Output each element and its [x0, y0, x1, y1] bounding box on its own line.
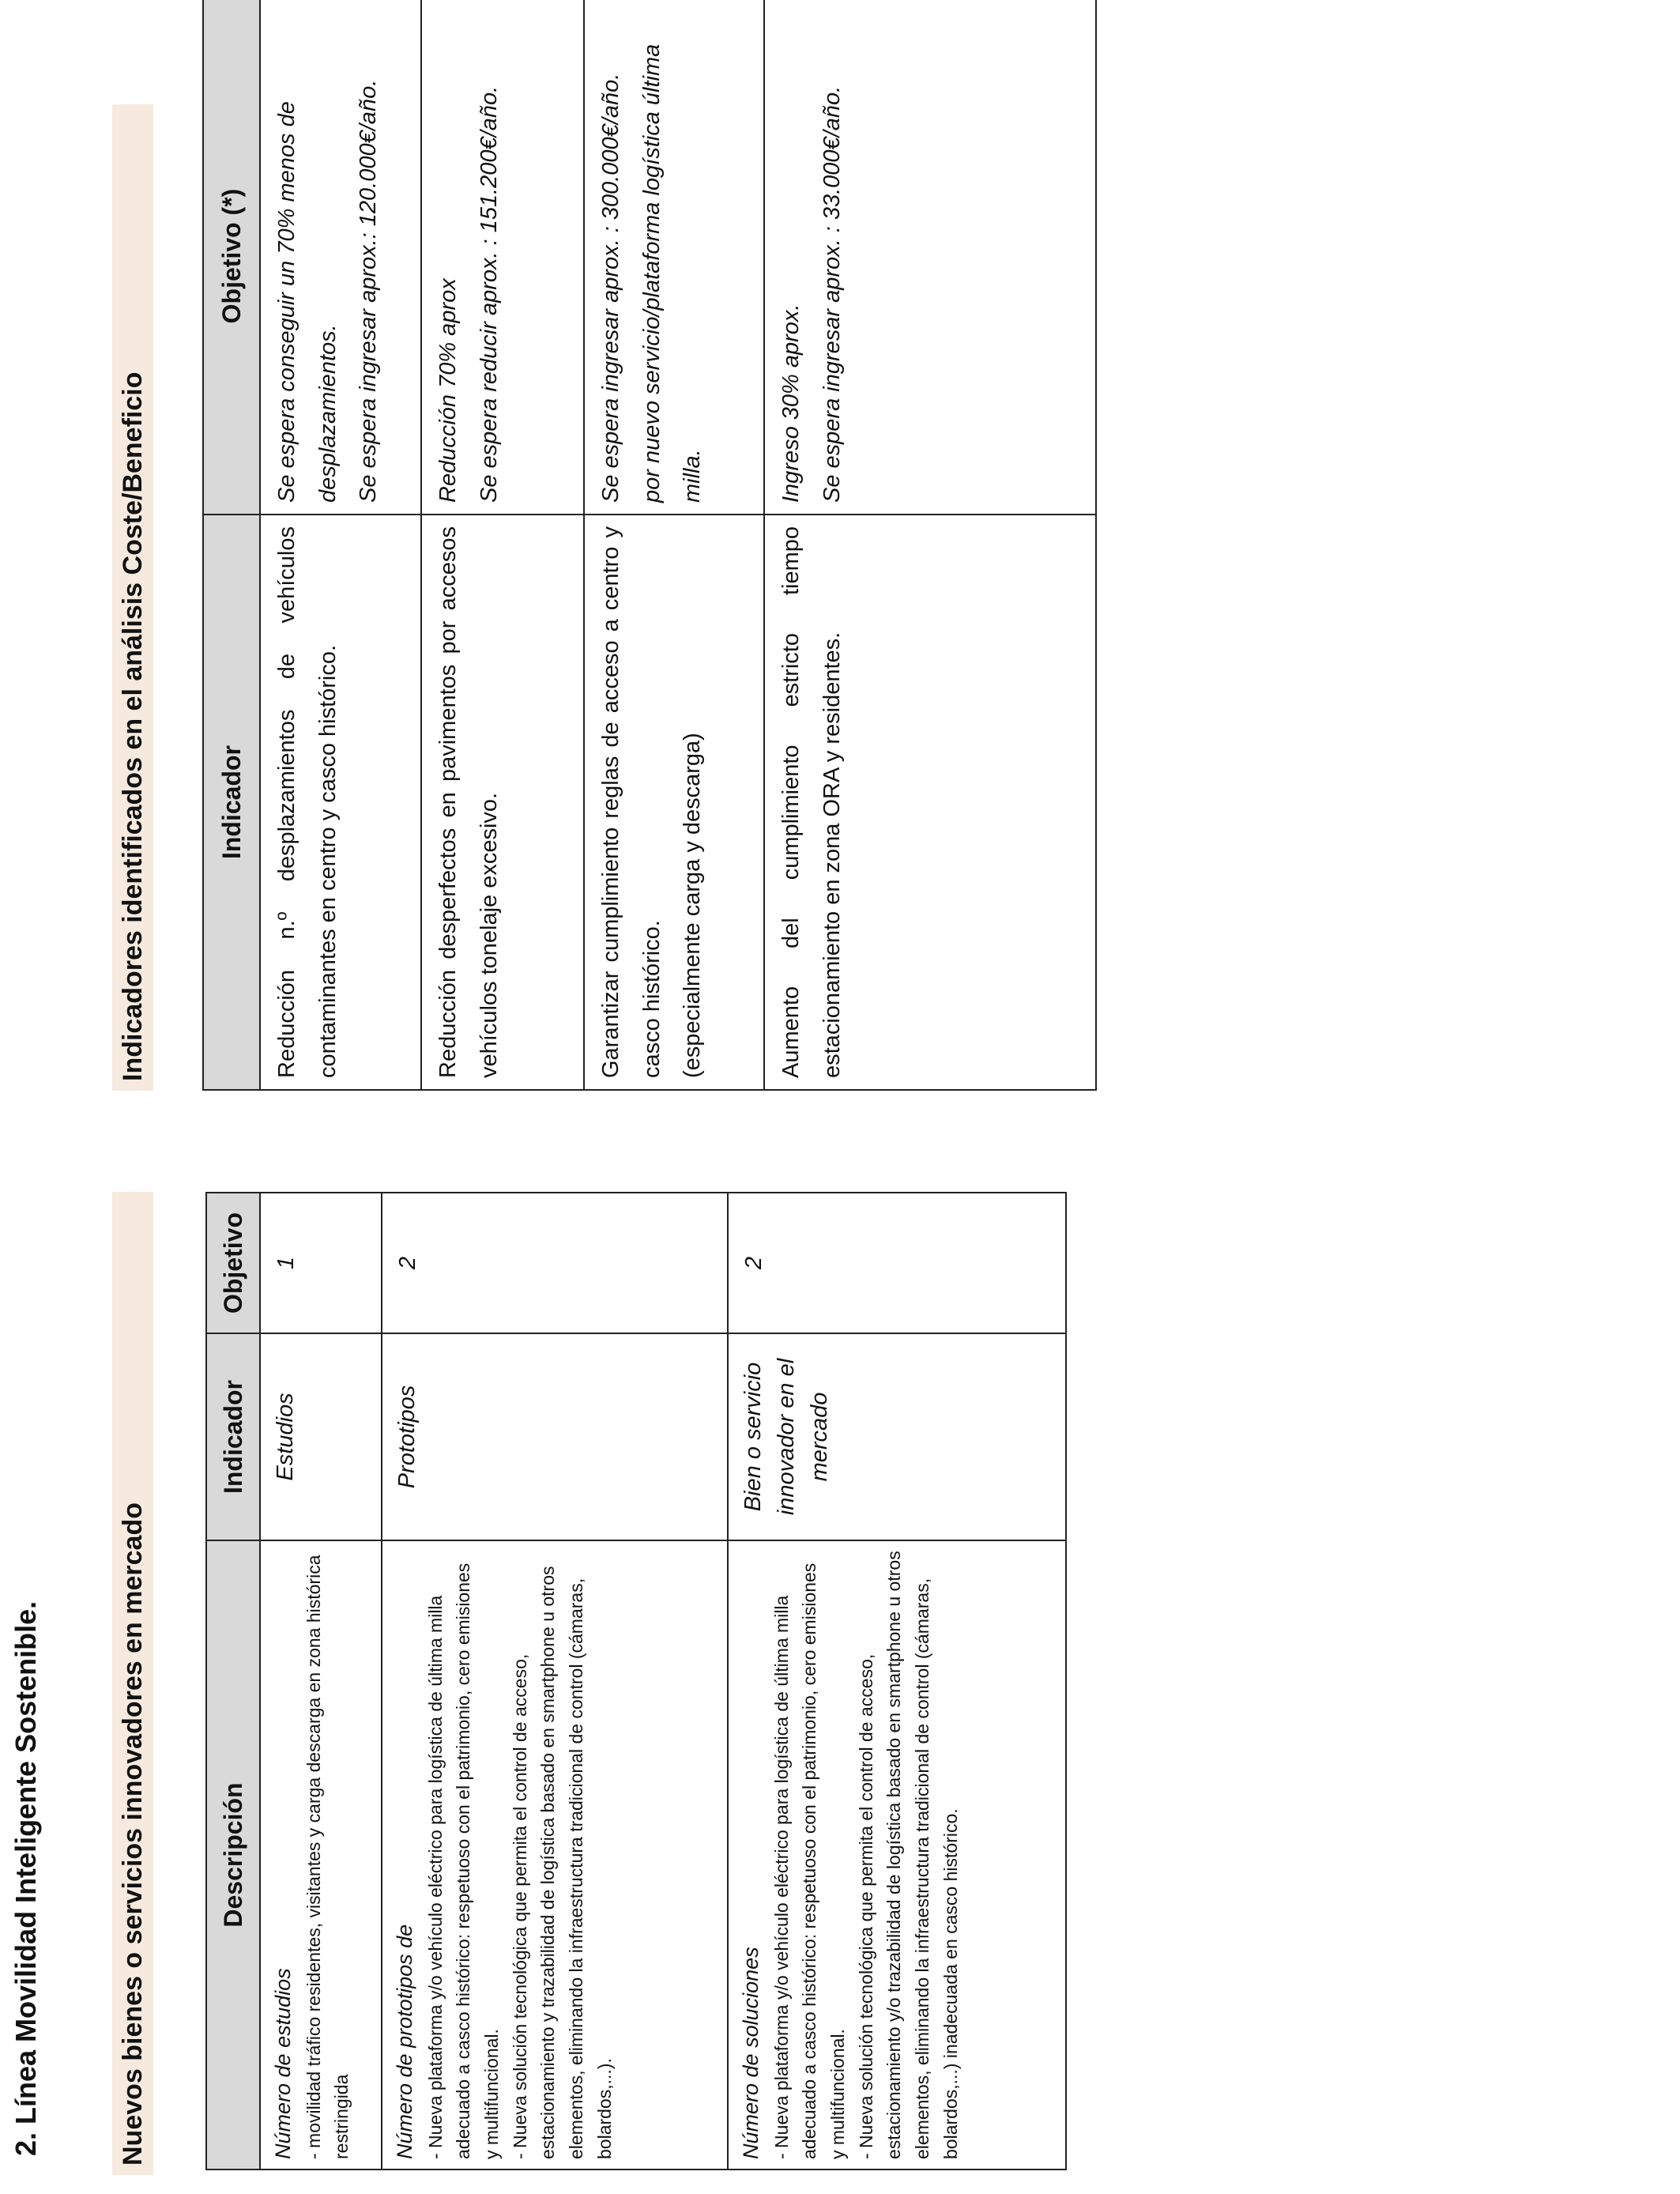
indicator-note: (especialmente carga y descarga) [680, 733, 706, 1078]
description-cell [260, 1540, 382, 2169]
objective-cell [260, 0, 421, 515]
indicator-text: Reducción desperfectos en pavimentos por accesos vehículos tonelaje excesivo. [435, 526, 502, 1078]
indicator-cell: Bien o servicio innovador en el mercado [728, 1333, 1066, 1540]
description-cell [382, 1540, 728, 2169]
cost-benefit-table [202, 0, 1097, 1091]
indicator-cell: Estudios [260, 1333, 382, 1540]
table-row [764, 0, 1096, 1090]
row-title: Número de prototipos de [393, 1924, 416, 2159]
indicator-text: Garantizar cumplimiento reglas de acceso a centro y casco histórico. [598, 526, 665, 1078]
objective-line: Se espera ingresar aprox. : 300.000€/año. [598, 73, 623, 503]
table-row [260, 1193, 382, 2169]
description-bullet: - Nueva plataforma y/o vehículo eléctrico para logística de última milla adecuado a casco histórico: respetuoso con el patrimonio, cero emisiones y multifuncional. [424, 1563, 503, 2159]
indicator-cell [260, 515, 421, 1090]
description-bullet: - Nueva plataforma y/o vehículo eléctrico para logística de última milla adecuado a casco histórico: respetuoso con el patrimonio, cero emisiones y multifuncional. [770, 1563, 849, 2159]
table-header-row [203, 0, 260, 1090]
objective-line: Ingreso 30% aprox. [778, 303, 804, 503]
indicator-cell [421, 515, 584, 1090]
header-descripcion: Descripción [206, 1540, 260, 2169]
indicator-cell [584, 515, 764, 1090]
row-title: Número de estudios [271, 1968, 295, 2159]
table-row [382, 1193, 728, 2169]
section-title-cost-benefit: Indicadores identificados en el análisis Coste/Beneficio [112, 104, 153, 1091]
description-cell [728, 1540, 1066, 2169]
objective-cell: 2 [382, 1193, 728, 1333]
objective-cell: 2 [728, 1193, 1066, 1333]
table-row [421, 0, 584, 1090]
document-title: 2. Línea Movilidad Inteligente Sostenible. [9, 1600, 42, 2156]
objective-line: Se espera reducir aprox. : 151.200€/año. [476, 85, 502, 503]
header-indicador: Indicador [206, 1333, 260, 1540]
header-objetivo: Objetivo [206, 1193, 260, 1333]
table-row [728, 1193, 1066, 2169]
table-row [260, 0, 421, 1090]
row-title: Número de soluciones [739, 1947, 763, 2159]
objective-line: Se espera ingresar aprox. : 33.000€/año. [819, 85, 845, 503]
header-objetivo: Objetivo (*) [203, 0, 260, 515]
description-bullet: - movilidad tráfico residentes, visitantes y carga descarga en zona histórica restringida [303, 1555, 352, 2159]
objective-line: Se espera ingresar aprox.: 120.000€/año. [356, 79, 382, 503]
table-row [584, 0, 764, 1090]
objective-line: por nuevo servicio/plataforma logística última milla. [638, 43, 706, 503]
objective-cell [421, 0, 584, 515]
indicator-text: Aumento del cumplimiento estricto tiempo estacionamiento en zona ORA y residentes. [778, 526, 845, 1078]
indicator-text: Reducción n.º desplazamientos de vehículos contaminantes en centro y casco histórico. [274, 526, 341, 1078]
section-title-innovative-goods: Nuevos bienes o servicios innovadores en mercado [112, 1192, 153, 2175]
indicator-cell: Prototipos [382, 1333, 728, 1540]
objective-cell [584, 0, 764, 515]
innovative-goods-table [205, 1192, 1067, 2170]
objective-line: Reducción 70% aprox [435, 278, 461, 503]
objective-cell: 1 [260, 1193, 382, 1333]
description-bullet: - Nueva solución tecnológica que permita el control de acceso, estacionamiento y trazabilidad de logística basado en smartphone u otros elementos, eliminando la infraestructura tradicional de control (cámaras, bolardos,...). [509, 1566, 615, 2159]
table-header-row [206, 1193, 260, 2169]
indicator-cell [764, 515, 1096, 1090]
header-indicador: Indicador [203, 515, 260, 1090]
objective-line: Se espera conseguir un 70% menos de desplazamientos. [274, 101, 341, 503]
description-bullet: - Nueva solución tecnológica que permita el control de acceso, estacionamiento y/o trazabilidad de logística basado en smartphone u otros elementos, eliminando la infraestructura tradicional de control (cámaras, bolardos,...) inadecuada en casco histórico. [855, 1551, 961, 2159]
objective-cell [764, 0, 1096, 515]
